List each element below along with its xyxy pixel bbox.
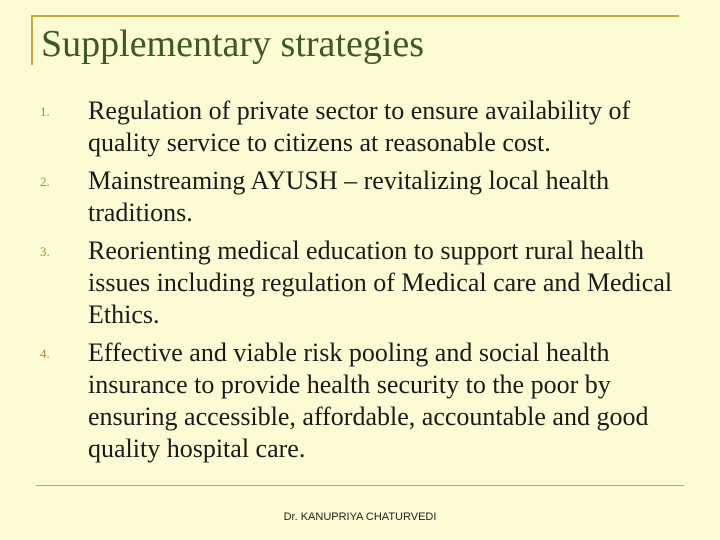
list-item: [40, 165, 690, 229]
item-text: Mainstreaming AYUSH – revitalizing local health traditions.: [88, 166, 610, 227]
item-number: 2.: [40, 174, 50, 189]
item-number: 3.: [40, 244, 50, 259]
strategy-list: [40, 95, 690, 471]
slide-title: Supplementary strategies: [41, 23, 425, 65]
item-text: Reorienting medical education to support rural health issues including regulation of Medical care and Medical Ethics.: [88, 236, 673, 329]
item-text: Effective and viable risk pooling and social health insurance to provide health security to the poor by ensuring accessible, affordable, accountable and good quality hospital care.: [88, 338, 649, 463]
top-divider: [31, 15, 679, 17]
item-text: Regulation of private sector to ensure availability of quality service to citizens at reasonable cost.: [88, 96, 631, 157]
list-item: [40, 95, 690, 159]
item-number: 4.: [40, 346, 50, 361]
footer-author: Dr. KANUPRIYA CHATURVEDI: [283, 511, 437, 523]
list-item: [40, 235, 690, 331]
left-divider: [31, 15, 33, 65]
list-item: [40, 337, 690, 465]
bottom-divider: [36, 485, 684, 486]
item-number: 1.: [40, 104, 50, 119]
